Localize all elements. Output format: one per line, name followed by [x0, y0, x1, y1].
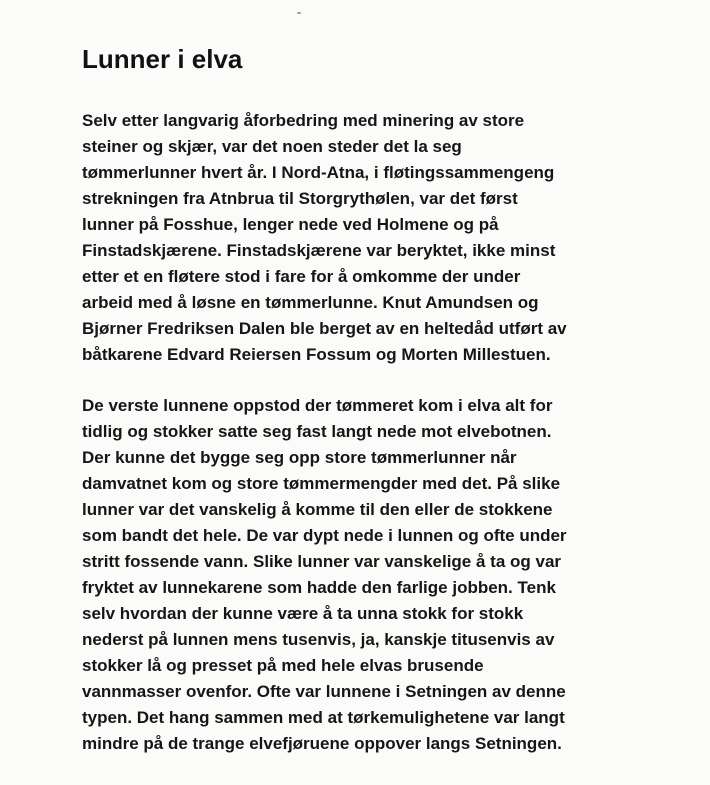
paragraph-1 — [82, 108, 567, 368]
paragraph-line: stritt fossende vann. Slike lunner var vanskelige å ta og var — [82, 552, 562, 571]
paragraph-line: vannmasser ovenfor. Ofte var lunnene i Setningen av denne — [82, 682, 566, 701]
paragraph-line: etter et en fløtere stod i fare for å omkomme der under — [82, 267, 521, 286]
paragraph-line: stokker lå og presset på med hele elvas brusende — [82, 656, 484, 675]
paragraph-2 — [82, 393, 567, 757]
paragraph-line: lunner var det vanskelig å komme til den eller de stokkene — [82, 500, 553, 519]
paragraph-line: lunner på Fosshue, lenger nede ved Holmene og på — [82, 215, 499, 234]
paragraph-line: Selv etter langvarig åforbedring med minering av store — [82, 111, 525, 130]
paragraph-line: Der kunne det bygge seg opp store tømmerlunner når — [82, 448, 517, 467]
paragraph-line: tidlig og stokker satte seg fast langt nede mot elvebotnen. — [82, 422, 552, 441]
paragraph-line: steiner og skjær, var det noen steder det la seg — [82, 137, 462, 156]
paragraph-line: arbeid med å løsne en tømmerlunne. Knut Amundsen og — [82, 293, 539, 312]
paragraph-line: typen. Det hang sammen med at tørkemulighetene var langt — [82, 708, 565, 727]
paragraph-line: nederst på lunnen mens tusenvis, ja, kanskje titusenvis av — [82, 630, 555, 649]
paragraph-line: fryktet av lunnekarene som hadde den farlige jobben. Tenk — [82, 578, 556, 597]
paragraph-line: båtkarene Edvard Reiersen Fossum og Morten Millestuen. — [82, 345, 551, 364]
paragraph-line: strekningen fra Atnbrua til Storgrythølen, var det først — [82, 189, 518, 208]
paragraph-line: Bjørner Fredriksen Dalen ble berget av en heltedåd utført av — [82, 319, 567, 338]
paragraph-line: selv hvordan der kunne være å ta unna stokk for stokk — [82, 604, 524, 623]
paragraph-line: Finstadskjærene. Finstadskjærene var beryktet, ikke minst — [82, 241, 556, 260]
paragraph-line: tømmerlunner hvert år. I Nord-Atna, i fløtingssammengeng — [82, 163, 555, 182]
paragraph-line: som bandt det hele. De var dypt nede i lunnen og ofte under — [82, 526, 567, 545]
scan-speck — [297, 12, 301, 14]
document-title: Lunner i elva — [82, 44, 243, 74]
paragraph-line: damvatnet kom og store tømmermengder med det. På slike — [82, 474, 561, 493]
paragraph-line: mindre på de trange elvefjøruene oppover langs Setningen. — [82, 734, 562, 753]
paragraph-line: De verste lunnene oppstod der tømmeret kom i elva alt for — [82, 396, 553, 415]
